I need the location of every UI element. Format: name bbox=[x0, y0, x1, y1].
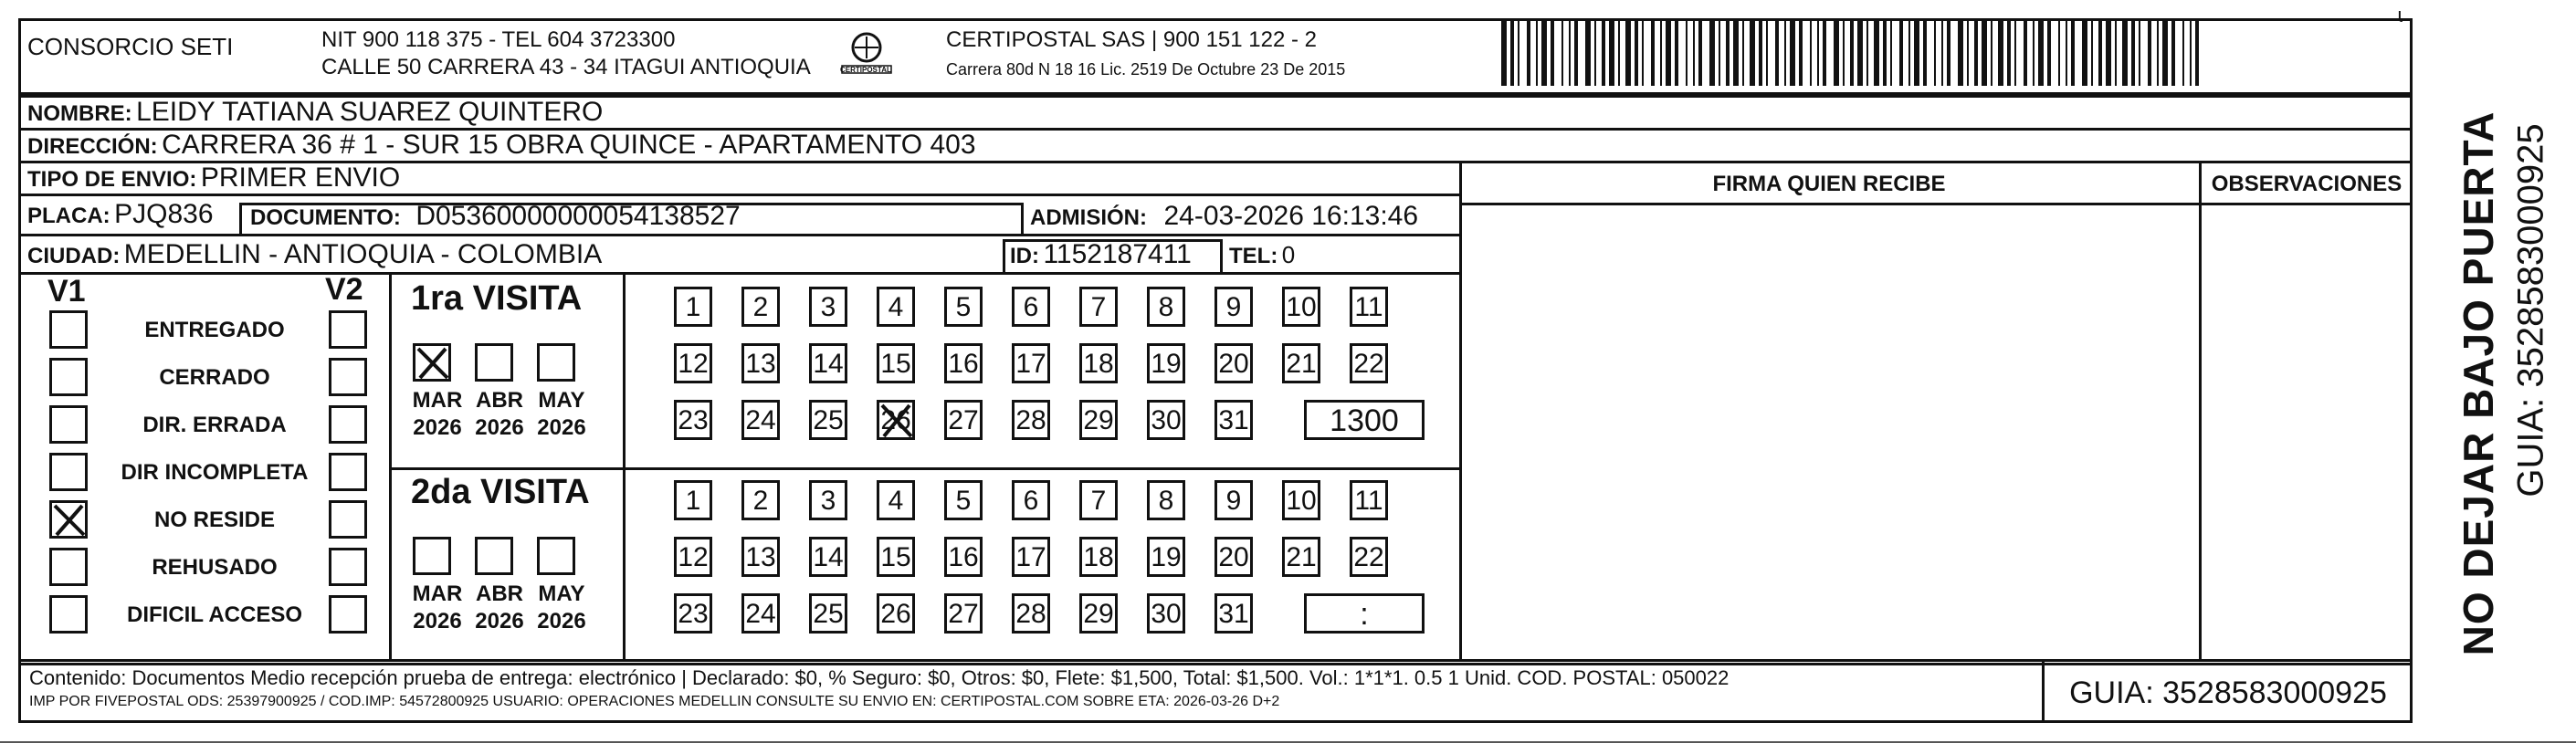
month-checkbox[interactable] bbox=[537, 537, 575, 575]
day-box[interactable]: 21 bbox=[1282, 537, 1320, 577]
nombre-label: NOMBRE: bbox=[27, 101, 132, 126]
day-box[interactable]: 25 bbox=[809, 593, 847, 634]
nit-line: NIT 900 118 375 - TEL 604 3723300 bbox=[321, 27, 676, 52]
direccion-value: CARRERA 36 # 1 - SUR 15 OBRA QUINCE - APARTAMENTO 403 bbox=[162, 130, 976, 160]
day-box[interactable]: 5 bbox=[944, 480, 983, 520]
tel-value: 0 bbox=[1281, 241, 1296, 268]
day-box[interactable]: 7 bbox=[1079, 480, 1118, 520]
month-label: MAY bbox=[538, 581, 585, 606]
admision-row bbox=[1030, 201, 1418, 232]
admision-value: 24-03-2026 16:13:46 bbox=[1163, 201, 1419, 231]
day-box[interactable]: 16 bbox=[944, 537, 983, 577]
month-checkbox[interactable] bbox=[475, 343, 513, 382]
day-box[interactable]: 11 bbox=[1350, 480, 1388, 520]
day-box[interactable]: 31 bbox=[1214, 593, 1253, 634]
day-box[interactable]: 24 bbox=[741, 593, 780, 634]
day-box[interactable]: 20 bbox=[1214, 343, 1253, 383]
direccion-row bbox=[27, 130, 976, 161]
day-box[interactable]: 16 bbox=[944, 343, 983, 383]
day-box[interactable]: 19 bbox=[1147, 343, 1185, 383]
id-value: 1152187411 bbox=[1043, 239, 1192, 269]
certipostal-logo bbox=[835, 29, 899, 84]
status-label: ENTREGADO bbox=[144, 318, 285, 342]
footer-guia: GUIA: 3528583000925 bbox=[2069, 675, 2387, 710]
day-box[interactable]: 10 bbox=[1282, 287, 1320, 327]
v2-checkbox[interactable] bbox=[329, 358, 367, 396]
day-box[interactable]: 6 bbox=[1012, 480, 1050, 520]
day-box[interactable]: 2 bbox=[741, 480, 780, 520]
month-checkbox[interactable] bbox=[537, 343, 575, 382]
day-box[interactable]: 26 bbox=[877, 593, 915, 634]
status-label: REHUSADO bbox=[152, 555, 278, 580]
id-row bbox=[1010, 239, 1192, 270]
day-box[interactable]: 8 bbox=[1147, 287, 1185, 327]
day-box[interactable]: 17 bbox=[1012, 537, 1050, 577]
license-line: Carrera 80d N 18 16 Lic. 2519 De Octubre 23 De 2015 bbox=[946, 60, 1346, 79]
placa-label: PLACA: bbox=[27, 204, 110, 228]
documento-value: D05360000000054138527 bbox=[415, 201, 741, 231]
placa-value: PJQ836 bbox=[114, 199, 214, 229]
status-label: NO RESIDE bbox=[153, 508, 276, 532]
day-box[interactable]: 6 bbox=[1012, 287, 1050, 327]
ciudad-value: MEDELLIN - ANTIOQUIA - COLOMBIA bbox=[123, 239, 603, 269]
month-label: MAR bbox=[412, 581, 463, 606]
visit-title: 1ra VISITA bbox=[411, 279, 583, 318]
v2-checkbox[interactable] bbox=[329, 310, 367, 349]
tel-label: TEL: bbox=[1229, 244, 1278, 268]
month-year: 2026 bbox=[475, 415, 524, 440]
v2-checkbox[interactable] bbox=[329, 405, 367, 444]
day-box[interactable]: 3 bbox=[809, 287, 847, 327]
day-box[interactable]: 20 bbox=[1214, 537, 1253, 577]
month-label: ABR bbox=[476, 388, 523, 413]
ciudad-label: CIUDAD: bbox=[27, 244, 121, 268]
day-box[interactable]: 30 bbox=[1147, 593, 1185, 634]
day-box[interactable]: 28 bbox=[1012, 593, 1050, 634]
day-box[interactable]: 3 bbox=[809, 480, 847, 520]
day-box[interactable]: 27 bbox=[944, 593, 983, 634]
day-box[interactable]: 23 bbox=[674, 593, 712, 634]
tipo-value: PRIMER ENVIO bbox=[200, 162, 401, 193]
month-label: MAR bbox=[412, 388, 463, 413]
day-box[interactable]: 27 bbox=[944, 400, 983, 440]
v1-check-mark bbox=[51, 502, 88, 539]
v1-checkbox[interactable] bbox=[49, 453, 88, 491]
day-box[interactable]: 17 bbox=[1012, 343, 1050, 383]
day-box[interactable]: 12 bbox=[674, 343, 712, 383]
v2-checkbox[interactable] bbox=[329, 453, 367, 491]
v1-checkbox[interactable] bbox=[49, 405, 88, 444]
v2-label: V2 bbox=[325, 272, 363, 307]
day-box[interactable]: 12 bbox=[674, 537, 712, 577]
tel-row bbox=[1229, 241, 1295, 269]
time-box[interactable]: : bbox=[1304, 593, 1425, 634]
v1-checkbox[interactable] bbox=[49, 310, 88, 349]
v1-checkbox[interactable] bbox=[49, 548, 88, 586]
day-box[interactable]: 13 bbox=[741, 537, 780, 577]
v1-label: V1 bbox=[47, 274, 86, 309]
status-label: DIFICIL ACCESO bbox=[126, 602, 302, 627]
bottom-edge-line bbox=[0, 741, 2576, 743]
footer-imp: IMP POR FIVEPOSTAL ODS: 25397900925 / COD.IMP: 54572800925 USUARIO: OPERACIONES MEDELLIN CONSULTE SU ENVIO EN: CERTIPOSTAL.COM SOBRE ETA: 2026-03-26 D+2 bbox=[29, 694, 1280, 709]
day-box[interactable]: 18 bbox=[1079, 537, 1118, 577]
day-box[interactable]: 18 bbox=[1079, 343, 1118, 383]
month-check-mark bbox=[415, 345, 451, 382]
month-year: 2026 bbox=[475, 609, 524, 634]
side-no-dejar: NO DEJAR BAJO PUERTA bbox=[2455, 110, 2502, 656]
month-checkbox[interactable] bbox=[475, 537, 513, 575]
day-box[interactable]: 31 bbox=[1214, 400, 1253, 440]
month-label: MAY bbox=[538, 388, 585, 413]
id-label: ID: bbox=[1010, 244, 1039, 268]
day-box[interactable]: 10 bbox=[1282, 480, 1320, 520]
address-line: CALLE 50 CARRERA 43 - 34 ITAGUI ANTIOQUIA bbox=[321, 55, 811, 79]
month-year: 2026 bbox=[537, 609, 586, 634]
admision-label: ADMISIÓN: bbox=[1030, 205, 1147, 230]
day-box[interactable]: 22 bbox=[1350, 343, 1388, 383]
day-box[interactable]: 9 bbox=[1214, 480, 1253, 520]
day-box[interactable]: 15 bbox=[877, 343, 915, 383]
certipostal-line: CERTIPOSTAL SAS | 900 151 122 - 2 bbox=[946, 27, 1317, 52]
day-box[interactable]: 21 bbox=[1282, 343, 1320, 383]
day-box[interactable]: 24 bbox=[741, 400, 780, 440]
day-box[interactable]: 13 bbox=[741, 343, 780, 383]
day-box[interactable]: 8 bbox=[1147, 480, 1185, 520]
placa-row bbox=[27, 199, 214, 230]
month-label: ABR bbox=[476, 581, 523, 606]
time-box[interactable]: 1300 bbox=[1304, 400, 1425, 440]
day-box[interactable]: 23 bbox=[674, 400, 712, 440]
tipo-label: TIPO DE ENVIO: bbox=[27, 167, 197, 192]
status-label: DIR INCOMPLETA bbox=[121, 460, 309, 485]
day-box[interactable]: 19 bbox=[1147, 537, 1185, 577]
month-year: 2026 bbox=[413, 609, 462, 634]
month-checkbox[interactable] bbox=[413, 537, 451, 575]
corner-mark: ɩ bbox=[2398, 4, 2403, 26]
day-box[interactable]: 15 bbox=[877, 537, 915, 577]
v1-checkbox[interactable] bbox=[49, 358, 88, 396]
tipo-row bbox=[27, 162, 400, 194]
logo-text: CERTIPOSTAL bbox=[840, 66, 891, 74]
day-box[interactable]: 30 bbox=[1147, 400, 1185, 440]
day-box[interactable]: 14 bbox=[809, 343, 847, 383]
ciudad-row bbox=[27, 239, 602, 270]
day-box[interactable]: 4 bbox=[877, 287, 915, 327]
company-name: CONSORCIO SETI bbox=[27, 33, 234, 60]
visit-title: 2da VISITA bbox=[411, 473, 590, 511]
documento-row bbox=[250, 201, 741, 232]
day-box[interactable]: 4 bbox=[877, 480, 915, 520]
side-guia: GUIA: 3528583000925 bbox=[2510, 123, 2551, 497]
day-box[interactable]: 22 bbox=[1350, 537, 1388, 577]
observaciones-header: OBSERVACIONES bbox=[2211, 172, 2403, 196]
day-check-mark bbox=[878, 402, 915, 440]
firma-header: FIRMA QUIEN RECIBE bbox=[1712, 172, 1946, 196]
v2-checkbox[interactable] bbox=[329, 548, 367, 586]
documento-label: DOCUMENTO: bbox=[250, 205, 401, 230]
day-box[interactable]: 29 bbox=[1079, 400, 1118, 440]
v2-checkbox[interactable] bbox=[329, 595, 367, 634]
day-box[interactable]: 14 bbox=[809, 537, 847, 577]
month-year: 2026 bbox=[413, 415, 462, 440]
v2-checkbox[interactable] bbox=[329, 500, 367, 539]
nombre-row bbox=[27, 97, 603, 128]
month-year: 2026 bbox=[537, 415, 586, 440]
direccion-label: DIRECCIÓN: bbox=[27, 134, 158, 159]
footer-contenido: Contenido: Documentos Medio recepción prueba de entrega: electrónico | Declarado: $0, % Seguro: $0, Otros: $0, Flete: $1,500, Total: $1,500. Vol.: 1*1*1. 0.5 1 Unid. COD. POSTAL: 050022 bbox=[29, 666, 1730, 689]
status-label: DIR. ERRADA bbox=[142, 413, 287, 437]
day-box[interactable]: 25 bbox=[809, 400, 847, 440]
day-box[interactable]: 11 bbox=[1350, 287, 1388, 327]
barcode bbox=[1498, 18, 2210, 86]
day-box[interactable]: 1 bbox=[674, 480, 712, 520]
day-box[interactable]: 28 bbox=[1012, 400, 1050, 440]
day-box[interactable]: 5 bbox=[944, 287, 983, 327]
day-box[interactable]: 2 bbox=[741, 287, 780, 327]
nombre-value: LEIDY TATIANA SUAREZ QUINTERO bbox=[136, 97, 604, 127]
day-box[interactable]: 26 bbox=[877, 400, 915, 440]
status-label: CERRADO bbox=[159, 365, 270, 390]
v1-checkbox[interactable] bbox=[49, 595, 88, 634]
day-box[interactable]: 29 bbox=[1079, 593, 1118, 634]
day-box[interactable]: 7 bbox=[1079, 287, 1118, 327]
day-box[interactable]: 1 bbox=[674, 287, 712, 327]
day-box[interactable]: 9 bbox=[1214, 287, 1253, 327]
